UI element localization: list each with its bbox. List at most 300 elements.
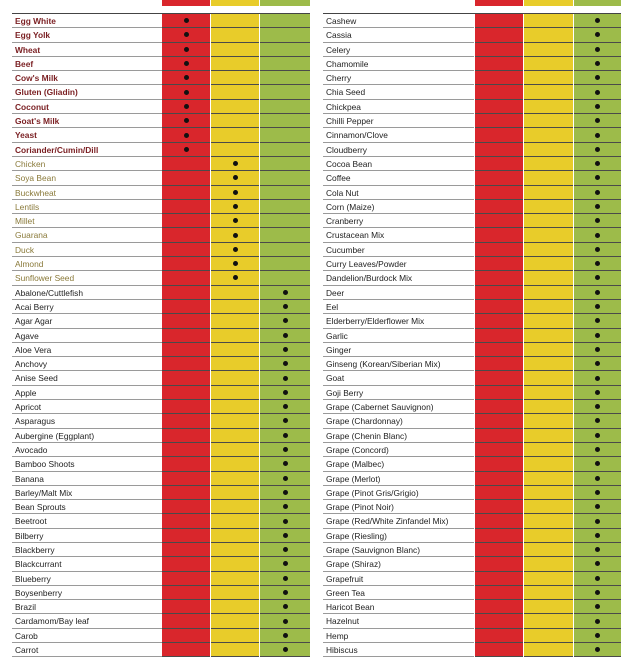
table-row <box>12 171 310 185</box>
green-level-cell <box>574 114 621 128</box>
green-level-header <box>260 0 310 6</box>
yellow-level-cell <box>211 71 259 85</box>
level-marker-dot <box>283 376 288 381</box>
green-level-cell <box>574 414 621 428</box>
red-level-cell <box>475 472 523 486</box>
table-row <box>323 271 627 285</box>
yellow-level-cell <box>211 529 259 543</box>
yellow-level-cell <box>211 57 259 71</box>
food-name: Carob <box>15 630 38 641</box>
table-row <box>323 28 627 42</box>
red-level-cell <box>162 128 210 142</box>
food-name: Egg Yolk <box>15 30 51 41</box>
food-name: Dandelion/Burdock Mix <box>326 273 413 284</box>
yellow-level-cell <box>524 371 573 385</box>
green-level-cell <box>574 400 621 414</box>
food-name: Grape (Chardonnay) <box>326 416 403 427</box>
yellow-level-cell <box>211 343 259 357</box>
table-row <box>12 472 310 486</box>
red-level-cell <box>475 600 523 614</box>
red-level-cell <box>475 400 523 414</box>
level-marker-dot <box>184 18 189 23</box>
green-level-cell <box>574 443 621 457</box>
food-name: Chilli Pepper <box>326 116 374 127</box>
yellow-level-cell <box>211 85 259 99</box>
level-marker-dot <box>595 104 600 109</box>
food-name: Anise Seed <box>15 373 58 384</box>
food-name: Almond <box>15 259 44 270</box>
red-level-cell <box>475 457 523 471</box>
table-row <box>12 243 310 257</box>
yellow-level-cell <box>524 300 573 314</box>
green-level-cell <box>260 457 310 471</box>
food-name: Avocado <box>15 444 48 455</box>
red-level-cell <box>162 429 210 443</box>
level-marker-dot <box>595 147 600 152</box>
yellow-level-cell <box>211 114 259 128</box>
yellow-level-cell <box>524 472 573 486</box>
red-level-cell <box>162 500 210 514</box>
red-level-cell <box>475 186 523 200</box>
food-name: Coconut <box>15 101 49 112</box>
red-level-cell <box>475 500 523 514</box>
green-level-cell <box>260 57 310 71</box>
yellow-level-cell <box>211 228 259 242</box>
red-level-cell <box>162 271 210 285</box>
table-row <box>323 472 627 486</box>
green-level-cell <box>260 329 310 343</box>
food-name: Carrot <box>15 645 39 656</box>
table-row <box>12 371 310 385</box>
level-marker-dot <box>595 461 600 466</box>
table-row <box>323 586 627 600</box>
green-level-cell <box>574 314 621 328</box>
red-level-cell <box>475 300 523 314</box>
table-row <box>12 100 310 114</box>
level-marker-dot <box>283 561 288 566</box>
red-level-cell <box>162 114 210 128</box>
red-level-cell <box>475 57 523 71</box>
yellow-level-cell <box>211 614 259 628</box>
food-name: Crustacean Mix <box>326 230 385 241</box>
red-level-cell <box>162 200 210 214</box>
red-level-cell <box>475 371 523 385</box>
yellow-level-cell <box>524 85 573 99</box>
yellow-level-cell <box>211 28 259 42</box>
table-row <box>12 85 310 99</box>
table-row <box>323 643 627 657</box>
food-name: Grape (Chenin Blanc) <box>326 430 407 441</box>
green-level-cell <box>574 600 621 614</box>
table-row <box>323 186 627 200</box>
level-marker-dot <box>595 418 600 423</box>
level-marker-dot <box>233 247 238 252</box>
table-row <box>323 200 627 214</box>
yellow-level-cell <box>211 186 259 200</box>
level-marker-dot <box>283 290 288 295</box>
yellow-level-cell <box>211 257 259 271</box>
yellow-level-cell <box>211 486 259 500</box>
level-marker-dot <box>184 47 189 52</box>
green-level-cell <box>574 128 621 142</box>
red-level-cell <box>475 443 523 457</box>
table-row <box>12 343 310 357</box>
table-row <box>12 14 310 28</box>
yellow-level-header <box>211 0 259 6</box>
table-row <box>12 128 310 142</box>
level-marker-dot <box>595 590 600 595</box>
red-level-cell <box>162 171 210 185</box>
table-row <box>12 28 310 42</box>
red-level-cell <box>475 214 523 228</box>
level-marker-dot <box>184 75 189 80</box>
yellow-level-cell <box>211 128 259 142</box>
food-name: Grape (Riesling) <box>326 530 387 541</box>
yellow-level-cell <box>524 143 573 157</box>
green-level-cell <box>574 429 621 443</box>
red-level-cell <box>162 543 210 557</box>
food-name: Corn (Maize) <box>326 201 375 212</box>
red-level-cell <box>475 85 523 99</box>
food-name: Coffee <box>326 173 351 184</box>
green-level-cell <box>260 243 310 257</box>
yellow-level-cell <box>524 443 573 457</box>
level-marker-dot <box>595 490 600 495</box>
level-marker-dot <box>595 90 600 95</box>
green-level-cell <box>260 128 310 142</box>
red-level-cell <box>475 157 523 171</box>
level-marker-dot <box>233 218 238 223</box>
yellow-level-cell <box>524 414 573 428</box>
green-level-cell <box>574 614 621 628</box>
level-marker-dot <box>595 304 600 309</box>
food-name: Eel <box>326 301 339 312</box>
level-marker-dot <box>595 118 600 123</box>
yellow-level-cell <box>524 429 573 443</box>
yellow-level-cell <box>524 128 573 142</box>
red-level-cell <box>475 386 523 400</box>
level-marker-dot <box>595 561 600 566</box>
food-name: Beef <box>15 58 34 69</box>
table-row <box>12 586 310 600</box>
food-name: Egg White <box>15 16 56 26</box>
level-marker-dot <box>233 175 238 180</box>
food-name: Hazelnut <box>326 616 360 627</box>
table-row <box>323 557 627 571</box>
food-name: Chicken <box>15 158 46 169</box>
table-row <box>12 214 310 228</box>
table-row <box>12 557 310 571</box>
yellow-level-cell <box>524 600 573 614</box>
food-name: Chia Seed <box>326 87 366 98</box>
red-level-cell <box>475 314 523 328</box>
yellow-level-cell <box>211 643 259 657</box>
red-level-cell <box>162 514 210 528</box>
food-name: Agave <box>15 330 39 341</box>
green-level-cell <box>574 228 621 242</box>
red-level-cell <box>475 572 523 586</box>
table-row <box>12 572 310 586</box>
yellow-level-cell <box>211 557 259 571</box>
yellow-level-cell <box>211 457 259 471</box>
yellow-level-cell <box>524 228 573 242</box>
food-name: Grape (Concord) <box>326 444 389 455</box>
level-marker-dot <box>283 576 288 581</box>
level-marker-dot <box>283 418 288 423</box>
red-level-cell <box>475 586 523 600</box>
food-name: Elderberry/Elderflower Mix <box>326 316 425 327</box>
level-marker-dot <box>283 361 288 366</box>
green-level-cell <box>260 286 310 300</box>
red-level-cell <box>162 557 210 571</box>
green-level-cell <box>574 529 621 543</box>
red-level-header <box>475 0 523 6</box>
red-level-cell <box>475 171 523 185</box>
red-level-cell <box>162 286 210 300</box>
food-name: Gluten (Gliadin) <box>15 87 78 98</box>
yellow-level-cell <box>524 386 573 400</box>
red-level-cell <box>162 85 210 99</box>
food-name: Coriander/Cumin/Dill <box>15 144 99 155</box>
table-row <box>323 443 627 457</box>
food-name: Haricot Bean <box>326 602 375 613</box>
yellow-level-cell <box>524 157 573 171</box>
table-row <box>323 14 627 28</box>
red-level-cell <box>162 386 210 400</box>
green-level-cell <box>260 371 310 385</box>
red-level-cell <box>162 472 210 486</box>
table-row <box>323 85 627 99</box>
table-row <box>323 629 627 643</box>
level-marker-dot <box>184 133 189 138</box>
table-row <box>12 71 310 85</box>
level-marker-dot <box>283 619 288 624</box>
green-level-cell <box>574 243 621 257</box>
green-level-cell <box>574 457 621 471</box>
table-row <box>323 57 627 71</box>
table-row <box>323 543 627 557</box>
red-level-cell <box>162 243 210 257</box>
table-row <box>12 500 310 514</box>
food-name: Garlic <box>326 330 348 341</box>
left-food-table <box>12 0 310 657</box>
red-level-cell <box>475 200 523 214</box>
green-level-cell <box>574 57 621 71</box>
food-name: Asparagus <box>15 416 56 427</box>
level-marker-dot <box>283 333 288 338</box>
left-table-header <box>12 0 310 14</box>
table-row <box>12 57 310 71</box>
table-row <box>12 314 310 328</box>
level-marker-dot <box>283 633 288 638</box>
table-row <box>323 143 627 157</box>
red-level-cell <box>162 586 210 600</box>
red-level-cell <box>475 614 523 628</box>
food-name: Beetroot <box>15 516 47 527</box>
red-level-cell <box>475 100 523 114</box>
right-food-table <box>323 0 627 657</box>
level-marker-dot <box>184 61 189 66</box>
yellow-level-cell <box>211 271 259 285</box>
green-level-cell <box>260 114 310 128</box>
red-level-cell <box>475 28 523 42</box>
green-level-cell <box>574 143 621 157</box>
level-marker-dot <box>184 32 189 37</box>
food-name: Green Tea <box>326 587 365 598</box>
table-row <box>323 171 627 185</box>
food-name: Barley/Malt Mix <box>15 487 73 498</box>
yellow-level-cell <box>524 243 573 257</box>
yellow-level-cell <box>211 443 259 457</box>
red-level-cell <box>475 529 523 543</box>
red-level-cell <box>162 214 210 228</box>
table-row <box>323 371 627 385</box>
green-level-cell <box>574 557 621 571</box>
red-level-cell <box>162 228 210 242</box>
red-level-cell <box>475 14 523 28</box>
yellow-level-cell <box>211 371 259 385</box>
level-marker-dot <box>595 18 600 23</box>
red-level-cell <box>475 143 523 157</box>
red-level-cell <box>475 128 523 142</box>
red-level-cell <box>162 486 210 500</box>
table-row <box>323 500 627 514</box>
level-marker-dot <box>595 404 600 409</box>
red-level-cell <box>162 28 210 42</box>
level-marker-dot <box>595 619 600 624</box>
level-marker-dot <box>184 104 189 109</box>
table-row <box>323 329 627 343</box>
level-marker-dot <box>595 275 600 280</box>
food-name: Grape (Pinot Noir) <box>326 502 394 513</box>
food-name: Grape (Red/White Zinfandel Mix) <box>326 516 449 527</box>
red-level-cell <box>475 357 523 371</box>
level-marker-dot <box>595 519 600 524</box>
table-row <box>12 386 310 400</box>
food-name: Blackberry <box>15 544 55 555</box>
red-level-cell <box>162 100 210 114</box>
yellow-level-cell <box>524 286 573 300</box>
level-marker-dot <box>595 504 600 509</box>
yellow-level-cell <box>524 586 573 600</box>
table-row <box>12 414 310 428</box>
food-name: Cherry <box>326 73 352 84</box>
red-level-cell <box>475 629 523 643</box>
food-name: Chamomile <box>326 58 369 69</box>
table-row <box>323 71 627 85</box>
level-marker-dot <box>283 390 288 395</box>
table-row <box>323 343 627 357</box>
yellow-level-cell <box>524 329 573 343</box>
table-row <box>323 228 627 242</box>
yellow-level-cell <box>524 28 573 42</box>
level-marker-dot <box>595 647 600 652</box>
level-marker-dot <box>283 519 288 524</box>
yellow-level-cell <box>211 357 259 371</box>
table-row <box>12 43 310 57</box>
level-marker-dot <box>283 404 288 409</box>
table-row <box>323 414 627 428</box>
green-level-cell <box>574 329 621 343</box>
red-level-cell <box>475 286 523 300</box>
level-marker-dot <box>595 533 600 538</box>
yellow-level-cell <box>211 43 259 57</box>
table-row <box>12 143 310 157</box>
level-marker-dot <box>283 547 288 552</box>
table-row <box>323 529 627 543</box>
green-level-cell <box>574 71 621 85</box>
food-name: Ginseng (Korean/Siberian Mix) <box>326 359 441 370</box>
yellow-level-cell <box>524 457 573 471</box>
table-row <box>12 357 310 371</box>
red-level-cell <box>162 300 210 314</box>
red-level-cell <box>162 43 210 57</box>
yellow-level-cell <box>211 243 259 257</box>
level-marker-dot <box>595 376 600 381</box>
level-marker-dot <box>595 233 600 238</box>
food-name: Aloe Vera <box>15 344 52 355</box>
yellow-level-cell <box>524 314 573 328</box>
food-name: Hibiscus <box>326 645 358 656</box>
food-name: Boysenberry <box>15 587 63 598</box>
yellow-level-cell <box>524 614 573 628</box>
green-level-cell <box>574 357 621 371</box>
food-name: Bean Sprouts <box>15 502 66 513</box>
food-name: Grape (Cabernet Sauvignon) <box>326 402 434 413</box>
level-marker-dot <box>233 261 238 266</box>
green-level-cell <box>260 357 310 371</box>
green-level-cell <box>574 643 621 657</box>
green-level-cell <box>260 514 310 528</box>
level-marker-dot <box>595 390 600 395</box>
green-level-cell <box>260 557 310 571</box>
green-level-cell <box>260 529 310 543</box>
green-level-cell <box>574 28 621 42</box>
green-level-cell <box>260 200 310 214</box>
yellow-level-cell <box>211 429 259 443</box>
food-name: Cinnamon/Clove <box>326 130 388 141</box>
yellow-level-cell <box>211 100 259 114</box>
table-row <box>12 157 310 171</box>
food-name: Deer <box>326 287 345 298</box>
food-name: Cardamom/Bay leaf <box>15 616 90 627</box>
food-name: Blackcurrant <box>15 559 62 570</box>
level-marker-dot <box>283 447 288 452</box>
green-level-cell <box>260 429 310 443</box>
table-row <box>12 443 310 457</box>
food-name: Hemp <box>326 630 349 641</box>
table-row <box>12 329 310 343</box>
table-row <box>12 114 310 128</box>
yellow-level-cell <box>211 329 259 343</box>
green-level-cell <box>574 572 621 586</box>
food-name: Cocoa Bean <box>326 158 373 169</box>
green-level-cell <box>260 500 310 514</box>
red-level-cell <box>475 43 523 57</box>
food-name: Sunflower Seed <box>15 273 75 284</box>
level-marker-dot <box>233 275 238 280</box>
yellow-level-cell <box>211 200 259 214</box>
yellow-level-cell <box>211 629 259 643</box>
level-marker-dot <box>595 447 600 452</box>
yellow-level-cell <box>211 514 259 528</box>
level-marker-dot <box>595 161 600 166</box>
green-level-cell <box>260 214 310 228</box>
level-marker-dot <box>283 590 288 595</box>
level-marker-dot <box>283 304 288 309</box>
level-marker-dot <box>283 490 288 495</box>
green-level-cell <box>574 371 621 385</box>
